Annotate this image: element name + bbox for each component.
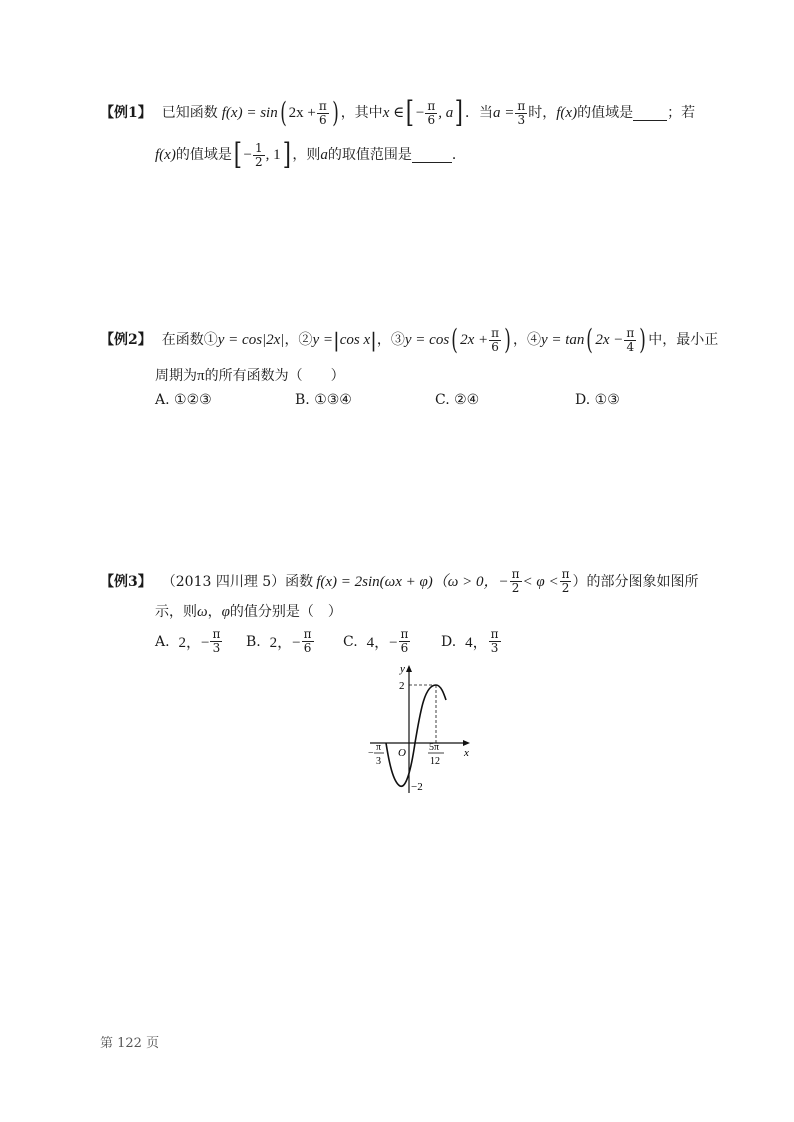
math: − [415,105,425,121]
y-min-label: −2 [411,781,423,793]
fraction: $\frac{\pi}{6}$ [427,98,436,127]
example-1-line-2 [155,137,466,172]
fraction: $\frac{\pi}{6}$ [318,98,327,127]
math: y = cos|2x| [217,332,285,348]
math: y = [312,332,333,348]
fraction: $\frac{1}{2}$ [255,140,263,169]
text: ，则 [292,147,321,163]
text: 示，则 [155,604,197,620]
example-3 [100,568,698,595]
text: （2013 四川理 5）函数 [161,573,314,590]
ex3-option-b[interactable]: B. 2，− $\frac{\pi}{6}$ [246,627,312,655]
math: x ∈ [382,105,405,121]
text: ，其中 [340,105,383,121]
math: f(x) = sin [221,105,278,121]
math: a [320,147,328,163]
text: 已知函数 [161,105,218,121]
ex2-option-b[interactable]: B. ①③④ [295,392,352,408]
paren: ) [639,323,647,356]
example-2 [100,323,719,356]
fraction: $\frac{\pi}{3}$ [517,98,526,127]
x-pos-num: 5π [429,742,440,753]
text: 的值域是 [175,147,232,163]
example-2-line-2 [155,366,345,386]
x-axis-label: x [464,747,469,759]
text: ；若 [667,105,696,121]
ex3-option-c[interactable]: C. 4，− $\frac{\pi}{6}$ [343,627,409,655]
text: ．当 [465,105,493,121]
text: 在函数① [161,332,218,348]
ex2-option-c[interactable]: C. ②④ [435,392,480,408]
math: , 1 [265,147,281,163]
bracket: ] [455,95,464,130]
paren: ) [504,323,511,356]
text: ， [207,604,222,620]
text: 周期为 [155,368,197,384]
x-neg-num: π [376,742,382,753]
ex3-option-a[interactable]: A. 2，− $\frac{\pi}{3}$ [155,627,221,655]
example-3-tag: 【例3】 [100,573,152,590]
math: 2x + [288,105,316,121]
page-number: 第 122 页 [100,1036,160,1051]
math: < φ < [522,573,559,590]
example-2-tag: 【例2】 [100,332,152,348]
math: φ [221,604,230,620]
fraction: $\frac{\pi}{4}$ [626,325,635,354]
x-pos-den: 12 [430,756,440,767]
math: f(x) [155,147,176,163]
sine-curve [386,685,446,786]
math: f(x) = 2sin(ωx + φ) [316,573,433,590]
text: ）的部分图象如图所 [572,573,699,590]
bracket: [ [405,95,415,130]
math: cos x [339,332,371,348]
math: a = [493,105,515,121]
fraction: $\frac{\pi}{2}$ [511,567,520,595]
ex2-option-a[interactable]: A. ①②③ [155,392,212,408]
y-axis-arrow [406,665,412,672]
text: 的所有函数为（ ） [204,368,345,384]
x-neg-sign: − [368,748,374,759]
fraction: $\frac{\pi}{6}$ [491,325,500,354]
example-1 [100,95,696,130]
x-axis-arrow [463,740,470,746]
paren: ( [451,323,458,356]
math: ω [197,604,208,620]
math: π [197,368,205,384]
ex3-option-d[interactable]: D. 4， $\frac{\pi}{3}$ [441,627,499,655]
text: 时， [528,105,557,121]
ex2-option-d[interactable]: D. ①③ [575,392,620,408]
x-neg-den: 3 [376,756,381,767]
paren: ( [586,323,594,356]
text: 中，最小正 [648,332,719,348]
y-axis-label: y [400,663,405,675]
text: 的取值范围是 [327,147,412,163]
text: ，② [284,332,313,348]
y-max-label: 2 [399,680,405,692]
abs-bar: | [370,328,377,352]
bracket: [ [233,137,242,172]
math: y = cos [404,332,450,348]
math: f(x) [556,105,578,121]
example-1-tag: 【例1】 [100,105,152,121]
origin-label: O [398,747,406,759]
bracket: ] [282,137,291,172]
text: ． [451,147,466,163]
text: 的值分别是（ ） [229,604,342,620]
text: ，④ [512,332,541,348]
abs-bar: | [332,328,340,352]
example-3-line-2 [155,602,342,622]
paren: ) [331,96,339,129]
answer-blank-2[interactable] [412,148,452,163]
math: , a [438,105,454,121]
math: − [243,147,253,163]
math: y = tan [540,332,585,348]
text: 的值域是 [577,105,634,121]
text: ，③ [376,332,405,348]
math: 2x + [460,332,489,348]
math: 2x − [595,332,624,348]
fraction: $\frac{\pi}{2}$ [561,567,570,595]
math: （ω > 0，− [432,573,509,590]
paren: ( [279,96,287,129]
sine-graph [360,658,480,798]
answer-blank-1[interactable] [633,106,667,121]
